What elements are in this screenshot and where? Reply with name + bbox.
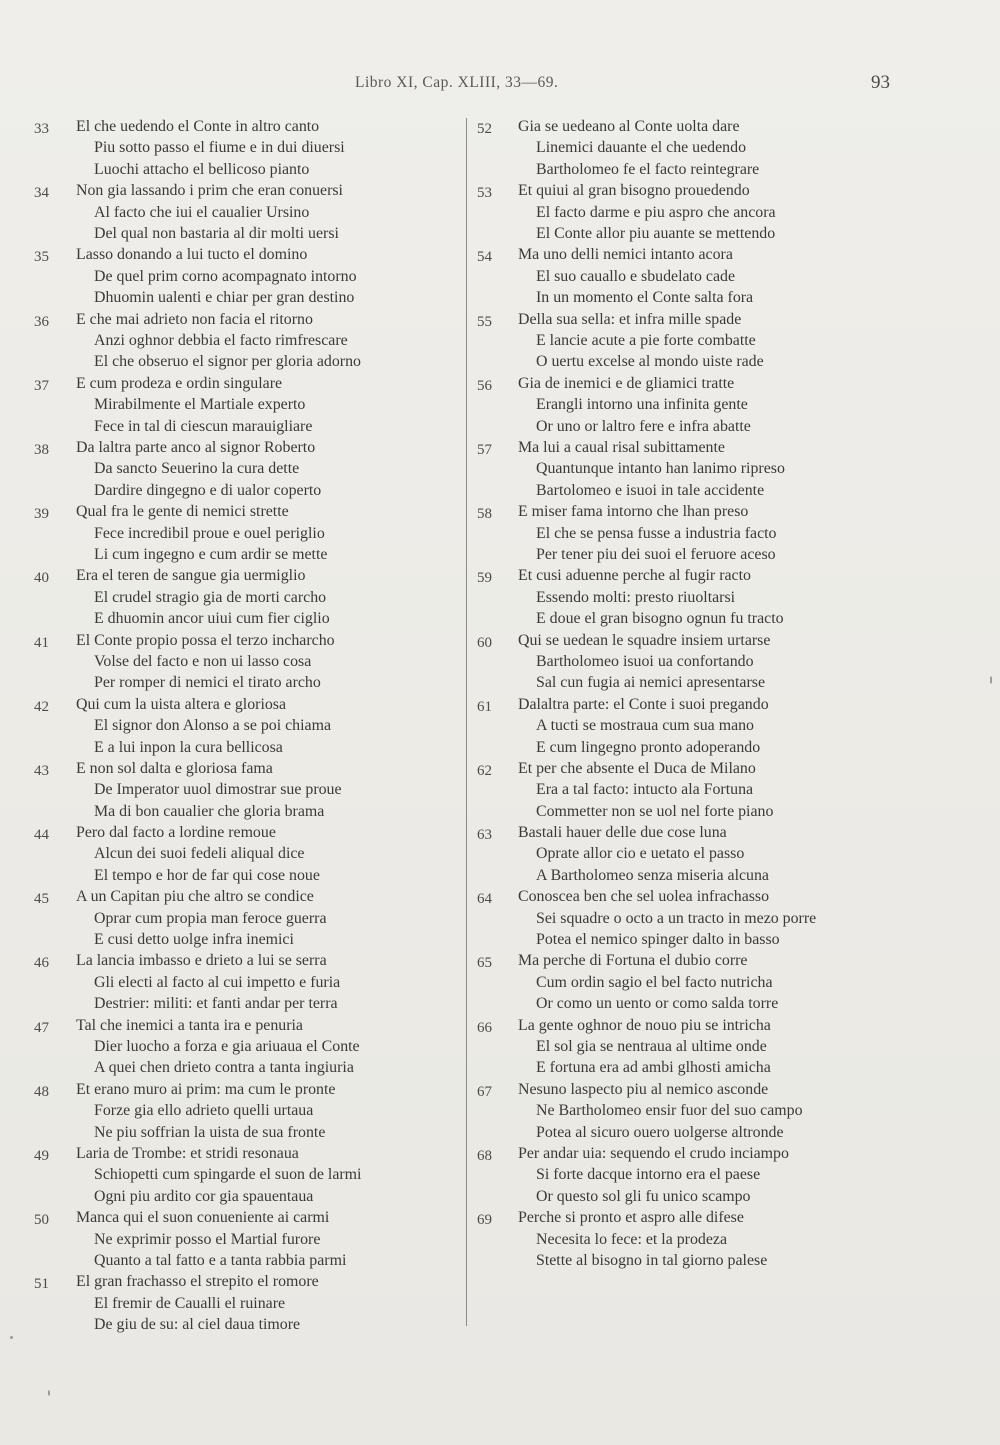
stanza-number: 65 xyxy=(477,955,492,972)
verse-line: Forze gia ello adrieto quelli urtaua xyxy=(94,1102,314,1120)
verse-line: Nesuno laspecto piu al nemico asconde xyxy=(518,1080,769,1098)
verse-line: O uertu excelse al mondo uiste rade xyxy=(536,353,764,371)
verse-line: Si forte dacque intorno era el paese xyxy=(536,1166,761,1184)
verse-line: Era a tal facto: intucto ala Fortuna xyxy=(536,781,754,799)
stanza xyxy=(34,565,454,629)
verse-line: Bartolomeo e isuoi in tale accidente xyxy=(536,481,765,499)
page-number: 93 xyxy=(871,72,890,93)
verse-line: Ma lui a caual risal subittamente xyxy=(518,438,725,456)
verse-line: El Conte propio possa el terzo incharcho xyxy=(76,631,335,649)
verse-line: El fremir de Caualli el ruinare xyxy=(94,1294,286,1312)
verse-line: E fortuna era ad ambi glhosti amicha xyxy=(536,1059,771,1077)
verse-line: Et quiui al gran bisogno prouedendo xyxy=(518,182,750,200)
stanza-number: 36 xyxy=(34,313,49,330)
verse-line: Oprate allor cio e uetato el passo xyxy=(536,845,745,863)
verse-line: Sei squadre o octo a un tracto in mezo porre xyxy=(536,909,817,927)
stanza xyxy=(476,1143,896,1207)
verse-line: Ma perche di Fortuna el dubio corre xyxy=(518,952,748,970)
stanza-number: 37 xyxy=(34,377,49,394)
stanza xyxy=(34,1207,454,1271)
verse-line: E che mai adrieto non facia el ritorno xyxy=(76,310,313,328)
stanza xyxy=(476,1207,896,1271)
stanza xyxy=(476,950,896,1014)
verse-line: Da sancto Seuerino la cura dette xyxy=(94,460,300,478)
stanza-number: 51 xyxy=(34,1276,49,1293)
verse-line: Al facto che iui el caualier Ursino xyxy=(94,203,310,221)
stanza-number: 33 xyxy=(34,121,49,137)
verse-line: Destrier: militi: et fanti andar per terra xyxy=(94,995,338,1013)
verse-line: De quel prim corno acompagnato intorno xyxy=(94,267,357,285)
paper-speck xyxy=(48,1390,50,1396)
stanza xyxy=(476,565,896,629)
stanza-number: 48 xyxy=(34,1083,49,1100)
column-divider xyxy=(466,118,467,1326)
stanza xyxy=(34,501,454,565)
stanza xyxy=(34,950,454,1014)
verse-line: E non sol dalta e gloriosa fama xyxy=(76,759,273,777)
stanza-number: 66 xyxy=(477,1019,492,1036)
verse-line: El facto darme e piu aspro che ancora xyxy=(536,203,776,221)
verse-line: Era el teren de sangue gia uermiglio xyxy=(76,567,306,585)
verse-line: Piu sotto passo el fiume e in dui diuersi xyxy=(94,139,345,157)
verse-line: Bartholomeo fe el facto reintegrare xyxy=(536,160,760,178)
verse-line: Della sua sella: et infra mille spade xyxy=(518,310,742,328)
stanza xyxy=(34,1143,454,1207)
stanza-number: 41 xyxy=(34,634,49,651)
verse-line: E miser fama intorno che lhan preso xyxy=(518,503,749,521)
verse-line: El gran frachasso el strepito el romore xyxy=(76,1273,319,1291)
stanza xyxy=(34,1079,454,1143)
verse-line: Quantunque intanto han lanimo ripreso xyxy=(536,460,785,478)
verse-line: Schiopetti cum spingarde el suon de larmi xyxy=(94,1166,362,1184)
verse-line: Cum ordin sagio el bel facto nutricha xyxy=(536,973,773,991)
verse-line: Per tener piu dei suoi el feruore aceso xyxy=(536,545,776,563)
verse-line: Ne Bartholomeo ensir fuor del suo campo xyxy=(536,1102,803,1120)
verse-line: Et per che absente el Duca de Milano xyxy=(518,759,756,777)
verse-line: Quanto a tal fatto e a tanta rabbia parmi xyxy=(94,1252,347,1269)
verse-line: Ne piu soffrian la uista de sua fronte xyxy=(94,1123,326,1141)
verse-line: Or como un uento or como salda torre xyxy=(536,995,779,1013)
verse-line: E doue el gran bisogno ognun fu tracto xyxy=(536,610,784,628)
stanza xyxy=(34,694,454,758)
verse-line: Luochi attacho el bellicoso pianto xyxy=(94,160,310,178)
verse-line: E cusi detto uolge infra inemici xyxy=(94,931,294,949)
verse-line: Bartholomeo isuoi ua confortando xyxy=(536,652,754,670)
stanza xyxy=(476,501,896,565)
page-header xyxy=(0,74,1000,98)
stanza xyxy=(34,116,454,180)
verse-line: De Imperator uuol dimostrar sue proue xyxy=(94,781,342,799)
stanza-number: 38 xyxy=(34,441,49,458)
verse-line: A un Capitan piu che altro se condice xyxy=(76,888,314,906)
stanza xyxy=(476,244,896,308)
stanza xyxy=(34,1271,454,1335)
verse-line: Dardire dingegno e di ualor coperto xyxy=(94,481,322,499)
verse-line: Laria de Trombe: et stridi resonaua xyxy=(76,1145,299,1162)
verse-line: Qui cum la uista altera e gloriosa xyxy=(76,695,287,713)
verse-line: Ma di bon caualier che gloria brama xyxy=(94,802,325,820)
stanza-number: 34 xyxy=(34,185,49,202)
stanza-number: 54 xyxy=(477,249,492,266)
verse-line: El tempo e hor de far qui cose noue xyxy=(94,866,320,884)
verse-line: Stette al bisogno in tal giorno palese xyxy=(536,1252,768,1269)
stanza xyxy=(34,1015,454,1079)
paper-speck xyxy=(10,1336,13,1339)
stanza xyxy=(34,309,454,373)
stanza xyxy=(476,116,896,180)
verse-line: Fece in tal di ciescun marauigliare xyxy=(94,417,313,435)
verse-line: Ma uno delli nemici intanto acora xyxy=(518,246,733,264)
verse-line: E cum prodeza e ordin singulare xyxy=(76,374,283,392)
verse-line: Non gia lassando i prim che eran conuersi xyxy=(76,182,343,200)
verse-line: Perche si pronto et aspro alle difese xyxy=(518,1209,744,1227)
stanza-number: 59 xyxy=(477,570,492,587)
verse-line: E lancie acute a pie forte combatte xyxy=(536,331,756,349)
stanza xyxy=(34,630,454,694)
verse-line: Alcun dei suoi fedeli aliqual dice xyxy=(94,845,305,863)
left-column xyxy=(34,116,454,1336)
verse-line: Et cusi aduenne perche al fugir racto xyxy=(518,567,751,585)
stanza xyxy=(476,886,896,950)
verse-line: Qual fra le gente di nemici strette xyxy=(76,503,289,521)
verse-line: Dalaltra parte: el Conte i suoi pregando xyxy=(518,695,769,713)
stanza-number: 45 xyxy=(34,891,49,908)
verse-line: Lasso donando a lui tucto el domino xyxy=(76,246,308,264)
verse-line: El sol gia se nentraua al ultime onde xyxy=(536,1038,767,1056)
verse-line: Manca qui el suon conueniente ai carmi xyxy=(76,1209,330,1227)
verse-line: Commetter non se uol nel forte piano xyxy=(536,802,774,820)
verse-line: De giu de su: al ciel daua timore xyxy=(94,1316,301,1334)
stanza-number: 39 xyxy=(34,506,49,523)
verse-line: Per andar uia: sequendo el crudo inciampo xyxy=(518,1145,789,1162)
verse-line: El suo cauallo e sbudelato cade xyxy=(536,267,735,285)
stanza xyxy=(34,758,454,822)
stanza-number: 64 xyxy=(477,891,492,908)
stanza xyxy=(476,694,896,758)
stanza-number: 53 xyxy=(477,185,492,202)
verse-line: Linemici dauante el che uedendo xyxy=(536,139,747,157)
verse-line: Erangli intorno una infinita gente xyxy=(536,396,748,414)
verse-line: Dhuomin ualenti e chiar per gran destino xyxy=(94,289,355,307)
verse-line: Li cum ingegno e cum ardir se mette xyxy=(94,545,328,563)
verse-line: El Conte allor piu auante se mettendo xyxy=(536,225,776,242)
stanza-number: 42 xyxy=(34,698,49,715)
stanza-number: 35 xyxy=(34,249,49,266)
stanza-number: 57 xyxy=(477,441,492,458)
stanza xyxy=(476,180,896,244)
stanza-number: 61 xyxy=(477,698,492,715)
verse-line: Gli electi al facto al cui impetto e furia xyxy=(94,973,341,991)
verse-line: Potea el nemico spinger dalto in basso xyxy=(536,931,780,949)
verse-line: Or uno or laltro fere e infra abatte xyxy=(536,417,751,435)
stanza-number: 62 xyxy=(477,762,492,779)
stanza xyxy=(476,437,896,501)
stanza xyxy=(476,1079,896,1143)
verse-line: E dhuomin ancor uiui cum fier ciglio xyxy=(94,610,330,628)
stanza xyxy=(476,309,896,373)
stanza-number: 43 xyxy=(34,762,49,779)
verse-line: El che se pensa fusse a industria facto xyxy=(536,524,777,542)
verse-line: Essendo molti: presto riuoltarsi xyxy=(536,588,736,606)
stanza-number: 67 xyxy=(477,1083,492,1100)
verse-line: Potea al sicuro ouero uolgerse altronde xyxy=(536,1123,784,1141)
stanza-number: 50 xyxy=(34,1212,49,1229)
verse-line: Gia de inemici e de gliamici tratte xyxy=(518,374,735,392)
stanza xyxy=(34,373,454,437)
verse-line: Del qual non bastaria al dir molti uersi xyxy=(94,225,339,242)
running-head: Libro XI, Cap. XLIII, 33—69. xyxy=(355,74,559,91)
verse-line: Necesita lo fece: et la prodeza xyxy=(536,1230,728,1248)
verse-line: Qui se uedean le squadre insiem urtarse xyxy=(518,631,771,649)
stanza xyxy=(476,373,896,437)
stanza-number: 69 xyxy=(477,1212,492,1229)
verse-line: Ne exprimir posso el Martial furore xyxy=(94,1230,321,1248)
stanza-number: 68 xyxy=(477,1148,492,1164)
stanza-number: 56 xyxy=(477,377,492,394)
verse-line: Bastali hauer delle due cose luna xyxy=(518,824,727,842)
stanza xyxy=(476,1015,896,1079)
stanza-number: 46 xyxy=(34,955,49,972)
verse-line: El signor don Alonso a se poi chiama xyxy=(94,717,332,735)
verse-line: Gia se uedeano al Conte uolta dare xyxy=(518,118,740,135)
verse-line: El crudel stragio gia de morti carcho xyxy=(94,588,327,606)
stanza-number: 44 xyxy=(34,827,49,844)
verse-line: El che obseruo el signor per gloria adorno xyxy=(94,353,361,371)
verse-line: Dier luocho a forza e gia ariuaua el Conte xyxy=(94,1038,360,1056)
verse-line: Fece incredibil proue e ouel periglio xyxy=(94,524,325,542)
verse-line: Da laltra parte anco al signor Roberto xyxy=(76,438,316,456)
verse-line: La lancia imbasso e drieto a lui se serra xyxy=(76,952,327,970)
verse-line: Mirabilmente el Martiale experto xyxy=(94,396,306,414)
stanza xyxy=(476,758,896,822)
verse-line: Conoscea ben che sel uolea infrachasso xyxy=(518,888,770,906)
verse-line: El che uedendo el Conte in altro canto xyxy=(76,118,320,135)
verse-line: E a lui inpon la cura bellicosa xyxy=(94,738,283,756)
stanza-number: 55 xyxy=(477,313,492,330)
stanza xyxy=(476,822,896,886)
verse-line: Volse del facto e non ui lasso cosa xyxy=(94,652,312,670)
stanza xyxy=(476,630,896,694)
right-column xyxy=(476,116,896,1271)
verse-line: Oprar cum propia man feroce guerra xyxy=(94,909,327,927)
verse-line: Ogni piu ardito cor gia spauentaua xyxy=(94,1187,314,1205)
verse-line: Tal che inemici a tanta ira e penuria xyxy=(76,1016,303,1034)
stanza-number: 52 xyxy=(477,121,492,137)
verse-line: A quei chen drieto contra a tanta ingiuria xyxy=(94,1059,354,1077)
verse-line: A tucti se mostraua cum sua mano xyxy=(536,717,755,735)
stanza xyxy=(34,822,454,886)
verse-line: Anzi oghnor debbia el facto rimfrescare xyxy=(94,331,348,349)
stanza-number: 47 xyxy=(34,1019,49,1036)
stanza-number: 40 xyxy=(34,570,49,587)
stanza xyxy=(34,437,454,501)
verse-line: Or questo sol gli fu unico scampo xyxy=(536,1187,751,1205)
verse-line: Sal cun fugia ai nemici apresentarse xyxy=(536,674,765,692)
verse-line: In un momento el Conte salta fora xyxy=(536,289,754,307)
stanza-number: 58 xyxy=(477,506,492,523)
stanza-number: 63 xyxy=(477,827,492,844)
stanza xyxy=(34,180,454,244)
stanza xyxy=(34,886,454,950)
stanza-number: 60 xyxy=(477,634,492,651)
verse-line: Per romper di nemici el tirato archo xyxy=(94,674,321,692)
verse-line: E cum lingegno pronto adoperando xyxy=(536,738,761,756)
paper-speck xyxy=(990,676,992,684)
verse-line: Pero dal facto a lordine remoue xyxy=(76,824,276,842)
stanza-number: 49 xyxy=(34,1148,49,1164)
verse-line: La gente oghnor de nouo piu se intricha xyxy=(518,1016,771,1034)
verse-line: A Bartholomeo senza miseria alcuna xyxy=(536,866,769,884)
verse-line: Et erano muro ai prim: ma cum le pronte xyxy=(76,1080,336,1098)
stanza xyxy=(34,244,454,308)
